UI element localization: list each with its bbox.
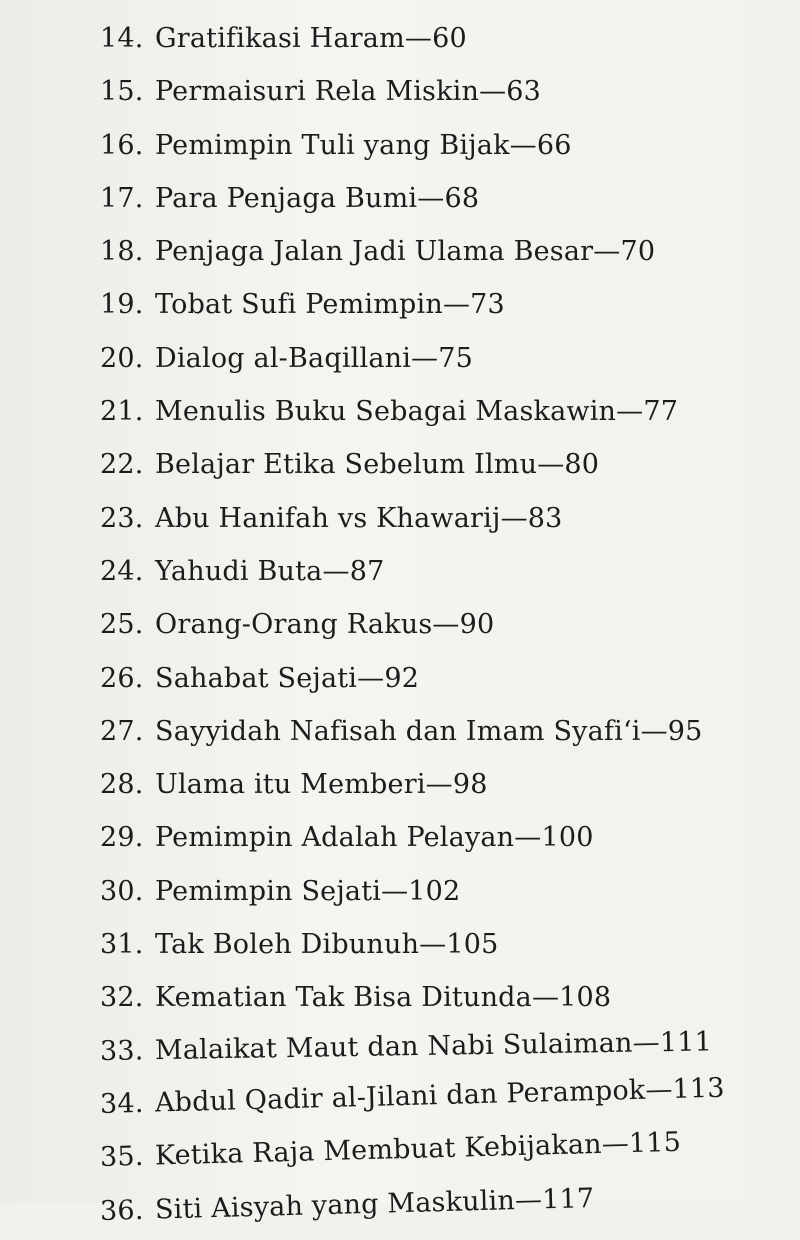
toc-entry-page-number: 66 bbox=[536, 129, 572, 161]
toc-entry-dash: — bbox=[417, 182, 445, 214]
toc-entry-title: Malaikat Maut dan Nabi Sulaiman bbox=[154, 1027, 633, 1066]
toc-entry-title: Orang-Orang Rakus bbox=[155, 609, 433, 641]
toc-entry-number: 20. bbox=[100, 342, 144, 374]
toc-entry bbox=[0, 332, 800, 385]
toc-entry-text bbox=[155, 598, 494, 651]
toc-entry-title: Dialog al-Baqillani bbox=[155, 342, 412, 374]
toc-entry-text bbox=[155, 385, 678, 438]
toc-entry-page-number: 90 bbox=[459, 609, 495, 641]
toc-entry-number: 23. bbox=[100, 502, 144, 534]
toc-entry-number: 17. bbox=[100, 182, 144, 214]
toc-entry-dash: — bbox=[479, 76, 507, 108]
toc-entry-title: Pemimpin Sejati bbox=[155, 875, 382, 907]
toc-entry-title: Sahabat Sejati bbox=[155, 662, 358, 694]
toc-entry-text bbox=[155, 705, 703, 758]
toc-entry-page-number: 95 bbox=[667, 715, 703, 747]
toc-entry-number: 30. bbox=[100, 875, 144, 907]
toc-entry-dash: — bbox=[381, 875, 409, 907]
toc-entry-dash: — bbox=[601, 1128, 630, 1161]
toc-entry-number: 14. bbox=[100, 23, 144, 54]
toc-entry-text bbox=[155, 65, 541, 118]
toc-entry bbox=[0, 865, 800, 918]
toc-entry-text bbox=[155, 438, 599, 491]
toc-entry-page-number: 108 bbox=[559, 982, 612, 1014]
toc-entry-dash: — bbox=[593, 236, 621, 268]
toc-entry-title: Ulama itu Memberi bbox=[155, 769, 426, 801]
toc-entry-text bbox=[155, 918, 499, 971]
toc-entry bbox=[0, 705, 800, 758]
toc-entry-page-number: 63 bbox=[506, 76, 542, 108]
toc-entry bbox=[0, 918, 800, 971]
toc-entry-dash: — bbox=[616, 396, 644, 428]
toc-entry-text bbox=[155, 278, 505, 331]
toc-entry-dash: — bbox=[432, 609, 460, 641]
toc-entry-number: 28. bbox=[100, 769, 144, 801]
toc-entry bbox=[0, 438, 800, 491]
table-of-contents bbox=[0, 12, 800, 1238]
toc-entry-text bbox=[155, 172, 479, 225]
toc-entry-number: 15. bbox=[100, 76, 144, 108]
toc-entry-text bbox=[155, 332, 473, 385]
toc-entry-number: 34. bbox=[99, 1087, 144, 1120]
toc-entry-dash: — bbox=[442, 289, 471, 321]
toc-entry-number: 27. bbox=[100, 715, 144, 747]
toc-entry-page-number: 83 bbox=[527, 502, 563, 534]
toc-entry-dash: — bbox=[500, 502, 528, 534]
toc-entry-text bbox=[155, 652, 419, 705]
toc-entry-number: 24. bbox=[100, 555, 144, 587]
toc-entry-title: Tak Boleh Dibunuh bbox=[155, 929, 420, 961]
toc-entry-page-number: 111 bbox=[659, 1026, 713, 1058]
toc-entry bbox=[0, 385, 800, 438]
toc-entry-text bbox=[155, 545, 384, 598]
toc-entry-title: Belajar Etika Sebelum Ilmu bbox=[155, 449, 538, 481]
toc-entry-text bbox=[155, 865, 460, 918]
toc-entry-number: 35. bbox=[99, 1141, 144, 1174]
toc-entry-title: Abdul Qadir al-Jilani dan Perampok bbox=[154, 1074, 646, 1119]
toc-entry-title: Permaisuri Rela Miskin bbox=[155, 76, 480, 108]
toc-entry-title: Para Penjaga Bumi bbox=[155, 182, 418, 214]
toc-entry-title: Yahudi Buta bbox=[155, 555, 323, 587]
toc-entry bbox=[0, 225, 800, 278]
toc-entry-page-number: 117 bbox=[541, 1182, 595, 1215]
toc-entry-page-number: 92 bbox=[384, 662, 420, 694]
toc-entry bbox=[0, 172, 800, 225]
toc-entry-page-number: 77 bbox=[643, 396, 679, 428]
toc-entry bbox=[0, 652, 800, 705]
toc-entry-text bbox=[154, 1172, 595, 1237]
toc-entry-dash: — bbox=[531, 982, 560, 1014]
toc-entry-page-number: 105 bbox=[446, 929, 499, 961]
toc-entry-number: 22. bbox=[100, 449, 144, 481]
toc-entry-title: Penjaga Jalan Jadi Ulama Besar bbox=[155, 236, 594, 268]
toc-entry-title: Ketika Raja Membuat Kebijakan bbox=[154, 1129, 603, 1172]
toc-entry-title: Siti Aisyah yang Maskulin bbox=[154, 1184, 516, 1226]
toc-entry bbox=[0, 65, 800, 118]
toc-entry-title: Gratifikasi Haram bbox=[155, 23, 405, 54]
toc-entry-number: 26. bbox=[100, 662, 144, 694]
toc-entry bbox=[0, 811, 800, 864]
toc-entry-title: Tobat Sufi Pemimpin bbox=[155, 289, 443, 321]
toc-entry-dash: — bbox=[537, 449, 565, 481]
toc-entry-text bbox=[155, 119, 572, 172]
toc-entry-text bbox=[155, 811, 594, 864]
toc-entry-page-number: 113 bbox=[672, 1072, 726, 1105]
toc-entry-title: Kematian Tak Bisa Ditunda bbox=[155, 982, 532, 1014]
toc-entry-text bbox=[155, 971, 611, 1024]
toc-entry-dash: — bbox=[509, 129, 537, 161]
toc-entry bbox=[0, 278, 800, 331]
toc-entry-page-number: 80 bbox=[564, 449, 600, 481]
toc-entry-title: Sayyidah Nafisah dan Imam Syafi‘i bbox=[155, 715, 641, 747]
toc-entry-page-number: 75 bbox=[438, 342, 474, 374]
toc-entry-number: 32. bbox=[100, 982, 144, 1014]
toc-entry-dash: — bbox=[404, 23, 433, 54]
toc-entry-page-number: 98 bbox=[452, 769, 488, 801]
toc-entry-number: 19. bbox=[100, 289, 144, 321]
toc-entry-number: 25. bbox=[100, 609, 144, 641]
toc-entry-page-number: 60 bbox=[432, 23, 467, 54]
toc-entry-number: 31. bbox=[100, 929, 144, 961]
toc-entry-dash: — bbox=[411, 342, 439, 374]
toc-entry-dash: — bbox=[514, 1183, 543, 1216]
toc-entry-title: Abu Hanifah vs Khawarij bbox=[155, 502, 501, 534]
toc-entry-page-number: 70 bbox=[620, 236, 656, 268]
toc-entry-dash: — bbox=[514, 822, 542, 854]
toc-entry-number: 29. bbox=[100, 822, 144, 854]
toc-entry-title: Pemimpin Tuli yang Bijak bbox=[155, 129, 510, 161]
toc-entry-number: 33. bbox=[99, 1034, 144, 1067]
toc-entry-number: 36. bbox=[99, 1194, 144, 1227]
toc-entry bbox=[0, 598, 800, 651]
toc-entry-text bbox=[155, 492, 563, 545]
toc-entry-dash: — bbox=[425, 769, 453, 801]
toc-entry-page-number: 73 bbox=[470, 289, 505, 321]
toc-entry bbox=[0, 545, 800, 598]
toc-entry bbox=[0, 758, 800, 811]
toc-entry-number: 18. bbox=[100, 236, 144, 268]
toc-entry-text bbox=[155, 758, 488, 811]
toc-entry-dash: — bbox=[419, 929, 447, 961]
toc-entry bbox=[0, 119, 800, 172]
toc-entry-page-number: 102 bbox=[408, 875, 461, 907]
toc-entry-text bbox=[155, 225, 655, 278]
toc-entry-title: Menulis Buku Sebagai Maskawin bbox=[155, 396, 617, 428]
toc-entry-dash: — bbox=[640, 715, 668, 747]
toc-entry-page-number: 68 bbox=[444, 182, 480, 214]
toc-entry-number: 16. bbox=[100, 129, 144, 161]
toc-entry-dash: — bbox=[322, 555, 350, 587]
toc-entry-dash: — bbox=[357, 662, 385, 694]
toc-entry-number: 21. bbox=[100, 396, 144, 428]
toc-entry bbox=[0, 12, 800, 65]
toc-entry-page-number: 115 bbox=[628, 1127, 682, 1160]
toc-entry-title: Pemimpin Adalah Pelayan bbox=[155, 822, 515, 854]
toc-entry-dash: — bbox=[632, 1026, 661, 1059]
toc-entry-text bbox=[155, 12, 467, 65]
toc-entry-page-number: 87 bbox=[349, 555, 385, 587]
toc-entry-dash: — bbox=[644, 1073, 673, 1106]
toc-entry-page-number: 100 bbox=[541, 822, 594, 854]
toc-entry bbox=[0, 492, 800, 545]
